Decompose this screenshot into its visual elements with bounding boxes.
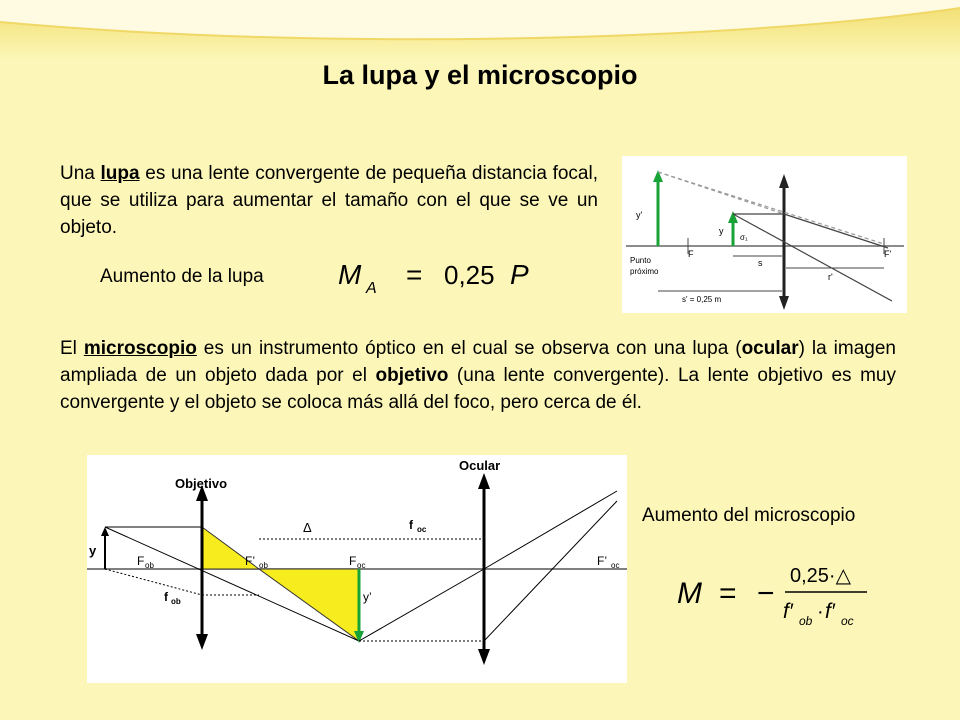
microscope-gain-formula	[675, 556, 870, 636]
svg-text:oc: oc	[611, 561, 620, 570]
svg-text:ob: ob	[259, 561, 268, 570]
microscope-term: microscopio	[83, 338, 197, 359]
svg-text:ob: ob	[145, 561, 154, 570]
svg-text:A: A	[366, 280, 377, 297]
svg-text:P: P	[510, 259, 529, 290]
svg-text:y': y'	[636, 210, 643, 220]
lupa-description: Una lupa es una lente convergente de pequeña distancia focal, que se utiliza para aumentar el tamaño con el que se ve un objeto.	[60, 163, 598, 238]
svg-text:=: =	[406, 259, 423, 290]
svg-text:F: F	[137, 554, 145, 568]
microscope-gain-label: Aumento del microscopio	[642, 505, 856, 526]
svg-text:oc: oc	[841, 614, 854, 628]
svg-text:F: F	[688, 249, 694, 259]
svg-text:ob: ob	[799, 614, 813, 628]
microscope-description: El microscopio es un instrumento óptico en el cual se observa con una lupa (ocular) la imagen ampliada de un objeto dada por el objetivo (una lente convergente). La lente objetivo es muy convergente y el objeto se coloca más allá del foco, pero cerca de él.	[60, 338, 896, 413]
svg-text:M: M	[338, 259, 362, 290]
svg-text:Ocular: Ocular	[459, 458, 501, 473]
svg-text:0,25: 0,25	[444, 260, 495, 290]
svg-text:oc: oc	[417, 525, 427, 534]
svg-text:Δ: Δ	[303, 520, 312, 535]
svg-text:σ₁: σ₁	[740, 233, 748, 242]
svg-text:y’: y’	[363, 590, 372, 604]
lupa-term: lupa	[100, 163, 140, 184]
svg-text:0,25·△: 0,25·△	[790, 565, 851, 587]
svg-text:ob: ob	[171, 597, 181, 606]
svg-text:Objetivo: Objetivo	[175, 476, 228, 491]
svg-text:=: =	[719, 577, 737, 610]
svg-text:f: f	[164, 590, 168, 604]
lupa-gain-formula	[336, 255, 546, 299]
svg-text:oc: oc	[357, 561, 366, 570]
svg-text:−: −	[757, 577, 775, 610]
svg-text:M: M	[677, 577, 702, 610]
svg-text:F’: F’	[597, 554, 607, 568]
svg-text:y: y	[719, 226, 724, 236]
svg-text:f′: f′	[825, 600, 835, 623]
page-title: La lupa y el microscopio	[322, 60, 638, 90]
svg-text:s' = 0,25 m: s' = 0,25 m	[682, 295, 722, 304]
svg-text:·: ·	[817, 601, 824, 623]
svg-text:r': r'	[828, 272, 833, 282]
svg-text:F': F'	[884, 249, 892, 259]
svg-text:s: s	[758, 258, 763, 268]
svg-text:y: y	[89, 543, 97, 558]
svg-text:próximo: próximo	[630, 267, 659, 276]
svg-text:f′: f′	[783, 600, 793, 623]
magnifier-diagram	[622, 156, 907, 313]
svg-text:f: f	[409, 518, 413, 532]
svg-text:F’: F’	[245, 554, 255, 568]
decorative-top-band	[0, 0, 960, 60]
microscope-diagram	[87, 455, 627, 683]
svg-text:Punto: Punto	[630, 256, 651, 265]
svg-text:F: F	[349, 554, 357, 568]
lupa-gain-label: Aumento de la lupa	[100, 266, 264, 287]
